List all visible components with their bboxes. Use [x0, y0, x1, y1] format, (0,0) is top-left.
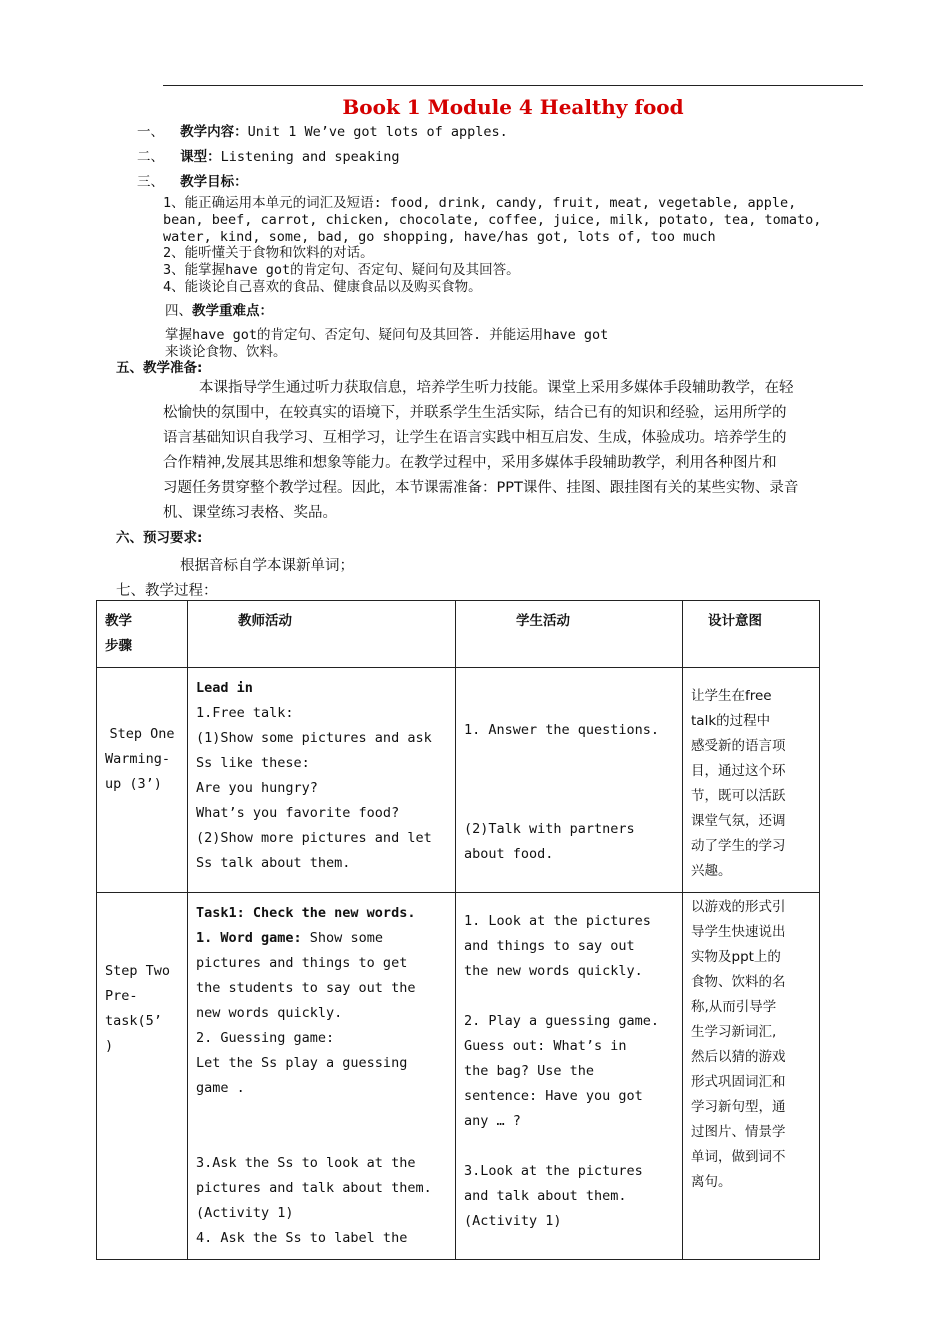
- row2-teacher-line: the students to say out the: [196, 980, 416, 996]
- row2-intent-line: 形式巩固词汇和: [691, 1074, 786, 1090]
- section-4-line: 掌握have got的肯定句、否定句、疑问句及其回答. 并能运用have got: [165, 327, 609, 343]
- header-teacher: 教师活动: [188, 601, 456, 668]
- row1-teacher: [188, 668, 456, 893]
- table-row: [97, 893, 820, 1260]
- row2-intent-line: 以游戏的形式引: [691, 899, 786, 915]
- goal-line: 1、能正确运用本单元的词汇及短语: food, drink, candy, fruit, meat, vegetable, apple,: [163, 195, 797, 211]
- goals-list: [163, 195, 821, 296]
- section-1-text: Unit 1 We’ve got lots of apples.: [247, 124, 508, 140]
- row2-student-line: 2. Play a guessing game.: [464, 1013, 660, 1029]
- row2-intent: [683, 893, 820, 1260]
- row2-teacher-line: Let the Ss play a guessing: [196, 1055, 408, 1071]
- row1-intent-line: 目，通过这个环: [691, 763, 786, 779]
- row1-student-line: about food.: [464, 846, 554, 862]
- row2-intent-line: 学习新句型，通: [691, 1099, 786, 1115]
- goal-line: 3、能掌握have got的肯定句、否定句、疑问句及其回答。: [163, 262, 520, 279]
- table-header-row: [97, 601, 820, 668]
- row2-intent-line: 离句。: [691, 1174, 732, 1190]
- row2-teacher-head: Task1: Check the new words.: [196, 905, 416, 921]
- row1-intent-line: 动了学生的学习: [691, 838, 786, 854]
- row2-step-line: ): [105, 1038, 114, 1054]
- row2-intent-line: 单词，做到词不: [691, 1149, 786, 1165]
- row2-student-line: any … ?: [464, 1113, 521, 1129]
- header-step: [97, 601, 188, 668]
- row2-intent-line: 导学生快速说出: [691, 924, 786, 940]
- section-5-line: 机、课堂练习表格、奖品。: [163, 505, 337, 521]
- row2-teacher-line: new words quickly.: [196, 1005, 343, 1021]
- row1-intent-line: 感受新的语言项: [691, 738, 786, 754]
- row2-intent-line: 实物及ppt上的: [691, 949, 781, 965]
- row2-step: [97, 893, 188, 1260]
- row1-step-line: Step One: [109, 725, 175, 742]
- section-2-text: Listening and speaking: [220, 149, 400, 165]
- row2-student-line: Guess out: What’s in: [464, 1038, 627, 1054]
- row1-student: [456, 668, 683, 893]
- section-4-line: 来谈论食物、饮料。: [165, 343, 287, 360]
- doc-title: Book 1 Module 4 Healthy food: [342, 95, 684, 119]
- section-2-num: 二、: [137, 149, 164, 165]
- section-5: [116, 360, 202, 377]
- row1-student-line: (2)Talk with partners: [464, 821, 635, 837]
- goal-line: 4、能谈论自己喜欢的食品、健康食品以及购买食物。: [163, 278, 482, 295]
- goal-line: bean, beef, carrot, chicken, chocolate, coffee, juice, milk, potato, tea, tomato,: [163, 211, 822, 228]
- header-rule: [163, 85, 863, 86]
- row2-student-line: 3.Look at the pictures: [464, 1163, 643, 1179]
- row2-step-line: Step Two: [105, 963, 171, 979]
- row1-teacher-line: Ss talk about them.: [196, 855, 351, 871]
- header-step-line2: 步骤: [105, 638, 132, 654]
- row2-intent-line: 称,从而引导学: [691, 999, 777, 1015]
- row1-teacher-line: 1.Free talk:: [196, 705, 294, 721]
- section-4-body: [165, 327, 608, 361]
- row2-student-line: and talk about them.: [464, 1188, 627, 1204]
- row2-intent-line: 过图片、情景学: [691, 1124, 786, 1140]
- section-1-label: 教学内容：: [180, 124, 248, 140]
- section-1-num: 一、: [137, 124, 164, 140]
- row2-student-line: the bag? Use the: [464, 1063, 595, 1079]
- row1-intent-line: talk的过程中: [691, 713, 771, 729]
- section-4-label: 教学重难点：: [192, 303, 273, 319]
- row1-intent: [683, 668, 820, 893]
- word-game-label: 1. Word game:: [196, 930, 302, 946]
- row2-student-spacer: [464, 1134, 674, 1159]
- section-2: [137, 149, 399, 166]
- section-5-line: 语言基础知识自我学习、互相学习，让学生在语言实践中相互启发、生成，体验成功。培养学生的: [163, 430, 787, 446]
- section-7-label: 七、教学过程：: [116, 583, 218, 599]
- row2-step-line: Pre-: [105, 988, 138, 1004]
- row2-teacher-line: pictures and talk about them.: [196, 1180, 432, 1196]
- goal-line: water, kind, some, bad, go shopping, have/has got, lots of, too much: [163, 228, 716, 245]
- row1-teacher-head: Lead in: [196, 680, 253, 696]
- row1-intent-line: 课堂气氛，还调: [691, 813, 786, 829]
- row1-teacher-line: Ss like these:: [196, 755, 310, 771]
- row2-intent-line: 食物、饮料的名: [691, 974, 786, 990]
- row2-teacher-line: 3.Ask the Ss to look at the: [196, 1155, 416, 1171]
- row2-teacher-line: Show some: [301, 930, 383, 946]
- goal-line: 2、能听懂关于食物和饮料的对话。: [163, 245, 374, 262]
- row2-intent-line: 生学习新词汇,: [691, 1024, 777, 1040]
- row2-step-line: task(5’: [105, 1013, 162, 1029]
- row2-student-line: and things to say out: [464, 938, 635, 954]
- row1-teacher-line: Are you hungry?: [196, 780, 318, 796]
- header-step-line1: 教学: [105, 613, 132, 629]
- section-5-num: 五、: [116, 360, 143, 376]
- row1-teacher-line: (2)Show more pictures and let: [196, 830, 432, 846]
- row1-intent-line: 让学生在free: [691, 688, 772, 704]
- row2-teacher: [188, 893, 456, 1260]
- row1-step-line: up (3’): [105, 775, 162, 792]
- section-5-line: 松愉快的氛围中，在较真实的语境下，并联系学生生活实际，结合已有的知识和经验，运用所学的: [163, 405, 787, 421]
- row1-teacher-line: What’s you favorite food?: [196, 805, 400, 821]
- row1-step: [97, 668, 188, 893]
- section-5-label: 教学准备:: [143, 360, 203, 376]
- section-6-text: 根据音标自学本课新单词；: [180, 558, 354, 574]
- section-3-label: 教学目标：: [180, 174, 248, 190]
- row2-teacher-line: game .: [196, 1080, 245, 1096]
- row1-intent-line: 节，既可以活跃: [691, 788, 786, 804]
- section-5-line: 本课指导学生通过听力获取信息，培养学生听力技能。课堂上采用多媒体手段辅助教学，在轻: [199, 380, 794, 396]
- row1-teacher-line: (1)Show some pictures and ask: [196, 730, 432, 746]
- row2-teacher-line: pictures and things to get: [196, 955, 408, 971]
- section-3-num: 三、: [137, 174, 164, 190]
- section-6: [116, 530, 202, 547]
- section-5-body: [163, 376, 863, 526]
- row2-student-spacer: [464, 984, 674, 1009]
- row2-student: [456, 893, 683, 1260]
- header-intent: 设计意图: [683, 601, 820, 668]
- row1-student-line: 1. Answer the questions.: [464, 722, 660, 738]
- section-4-num: 四、: [165, 303, 192, 319]
- row2-teacher-line: (Activity 1): [196, 1205, 294, 1221]
- row1-step-line: Warming-: [105, 750, 171, 767]
- row2-student-line: sentence: Have you got: [464, 1088, 643, 1104]
- row2-student-line: (Activity 1): [464, 1213, 562, 1229]
- section-5-line: 习题任务贯穿整个教学过程。因此，本节课需准备：PPT课件、挂图、跟挂图有关的某些实物、录音: [163, 480, 799, 496]
- row2-teacher-line: 4. Ask the Ss to label the: [196, 1230, 408, 1246]
- section-6-num: 六、: [116, 530, 143, 546]
- section-3: [137, 174, 248, 191]
- table-row: [97, 668, 820, 893]
- section-5-line: 合作精神,发展其思维和想象等能力。在教学过程中，采用多媒体手段辅助教学，利用各种图片和: [163, 455, 777, 471]
- row2-student-line: the new words quickly.: [464, 963, 643, 979]
- row2-intent-line: 然后以猜的游戏: [691, 1049, 786, 1065]
- header-student: 学生活动: [456, 601, 683, 668]
- row2-teacher-line: 2. Guessing game:: [196, 1030, 335, 1046]
- row2-teacher-spacer: [196, 1101, 447, 1151]
- row1-intent-line: 兴趣。: [691, 863, 732, 879]
- row2-student-line: 1. Look at the pictures: [464, 913, 651, 929]
- section-1: [137, 124, 508, 141]
- section-2-label: 课型：: [180, 149, 221, 165]
- lesson-table: [96, 600, 820, 1260]
- section-4: [165, 303, 273, 320]
- section-6-label: 预习要求:: [143, 530, 203, 546]
